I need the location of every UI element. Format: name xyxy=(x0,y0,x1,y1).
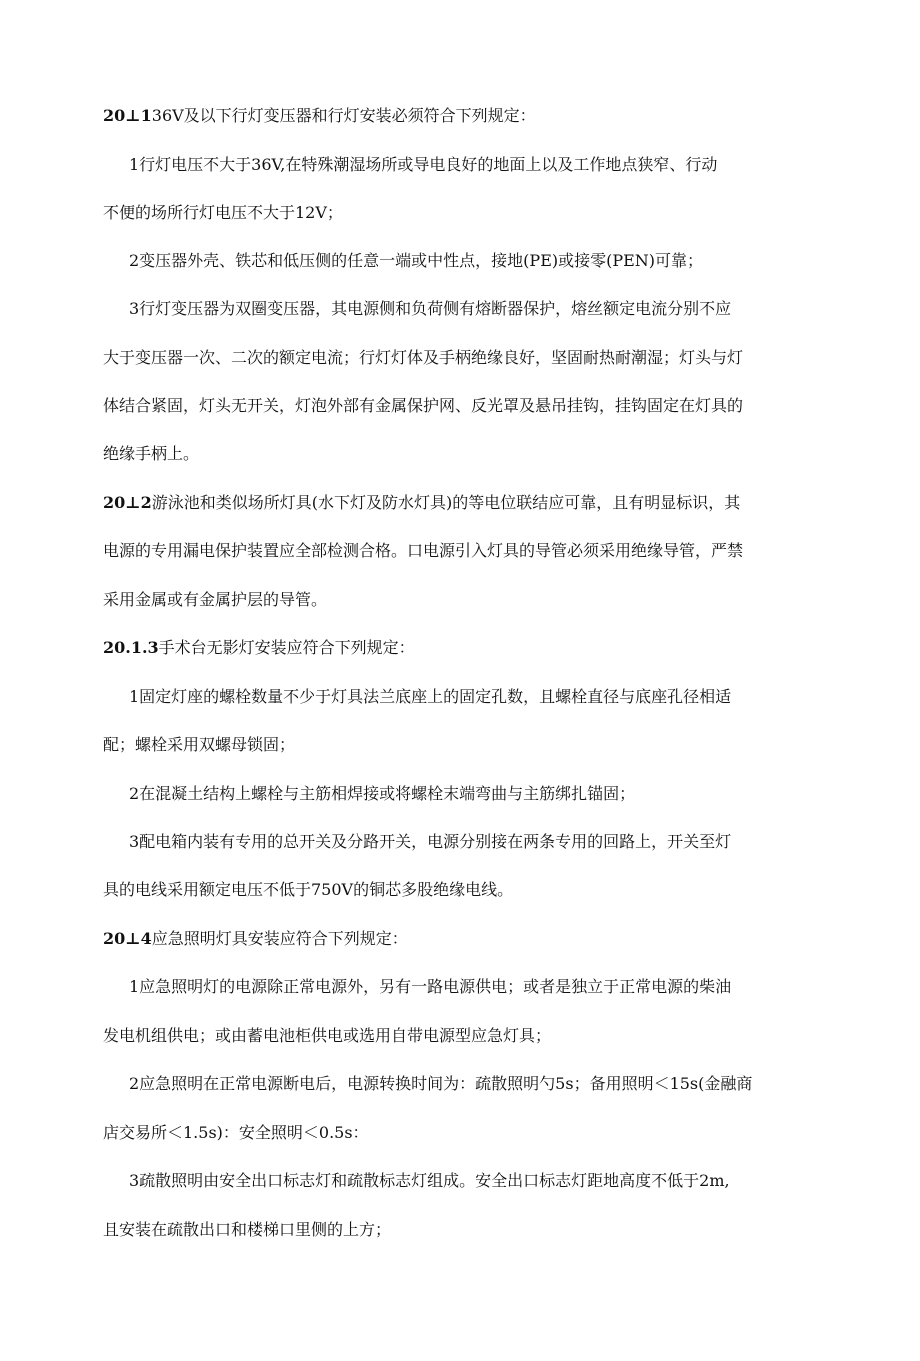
paragraph-line: 2在混凝土结构上螺栓与主筋相焊接或将螺栓末端弯曲与主筋绑扎锚固； xyxy=(129,784,636,803)
section-heading-20-1-4 xyxy=(103,929,408,949)
section-heading-20-1-1 xyxy=(103,106,536,126)
paragraph-line: 发电机组供电；或由蓄电池柜供电或选用自带电源型应急灯具； xyxy=(103,1026,552,1045)
section-heading-20-1-3 xyxy=(103,638,415,658)
paragraph-line: 具的电线采用额定电压不低于750V的铜芯多股绝缘电线。 xyxy=(103,880,514,899)
paragraph-line: 大于变压器一次、二次的额定电流；行灯灯体及手柄绝缘良好，坚固耐热耐潮湿；灯头与灯 xyxy=(103,348,744,367)
section-heading-20-1-2 xyxy=(103,493,740,513)
paragraph-line: 绝缘手柄上。 xyxy=(103,444,200,463)
paragraph-line: 3配电箱内装有专用的总开关及分路开关，电源分别接在两条专用的回路上，开关至灯 xyxy=(129,832,732,851)
paragraph-line: 2变压器外壳、铁芯和低压侧的任意一端或中性点，接地(PE)或接零(PEN)可靠； xyxy=(129,251,704,270)
section-number: 20⊥1 xyxy=(103,106,152,125)
paragraph-line: 且安装在疏散出口和楼梯口里侧的上方； xyxy=(103,1220,392,1239)
section-heading-text: 应急照明灯具安装应符合下列规定： xyxy=(151,929,408,948)
paragraph-line: 采用金属或有金属护层的导管。 xyxy=(103,590,328,609)
paragraph-line: 2应急照明在正常电源断电后，电源转换时间为：疏散照明勺5s；备用照明＜15s(金融商 xyxy=(129,1074,753,1093)
paragraph-line: 3疏散照明由安全出口标志灯和疏散标志灯组成。安全出口标志灯距地高度不低于2m, xyxy=(129,1171,730,1190)
section-number: 20.1.3 xyxy=(103,638,159,657)
paragraph-line: 店交易所＜1.5s)：安全照明＜0.5s： xyxy=(103,1123,369,1142)
section-heading-text: 游泳池和类似场所灯具(水下灯及防水灯具)的等电位联结应可靠，且有明显标识，其 xyxy=(151,493,741,512)
paragraph-line: 不便的场所行灯电压不大于12V； xyxy=(103,203,343,222)
section-heading-text: 手术台无影灯安装应符合下列规定： xyxy=(158,638,415,657)
section-heading-text: 36V及以下行灯变压器和行灯安装必须符合下列规定： xyxy=(151,106,536,125)
paragraph-line: 3行灯变压器为双圈变压器，其电源侧和负荷侧有熔断器保护，熔丝额定电流分别不应 xyxy=(129,299,732,318)
paragraph-line: 配；螺栓采用双螺母锁固； xyxy=(103,735,296,754)
paragraph-line: 1应急照明灯的电源除正常电源外，另有一路电源供电；或者是独立于正常电源的柴油 xyxy=(129,977,732,996)
paragraph-line: 体结合紧固，灯头无开关，灯泡外部有金属保护网、反光罩及悬吊挂钩，挂钩固定在灯具的 xyxy=(103,396,744,415)
section-number: 20⊥4 xyxy=(103,929,152,948)
paragraph-line: 电源的专用漏电保护装置应全部检测合格。口电源引入灯具的导管必须采用绝缘导管，严禁 xyxy=(103,541,744,560)
paragraph-line: 1固定灯座的螺栓数量不少于灯具法兰底座上的固定孔数，且螺栓直径与底座孔径相适 xyxy=(129,687,732,706)
section-number: 20⊥2 xyxy=(103,493,152,512)
paragraph-line: 1行灯电压不大于36V,在特殊潮湿场所或导电良好的地面上以及工作地点狭窄、行动 xyxy=(129,155,718,174)
